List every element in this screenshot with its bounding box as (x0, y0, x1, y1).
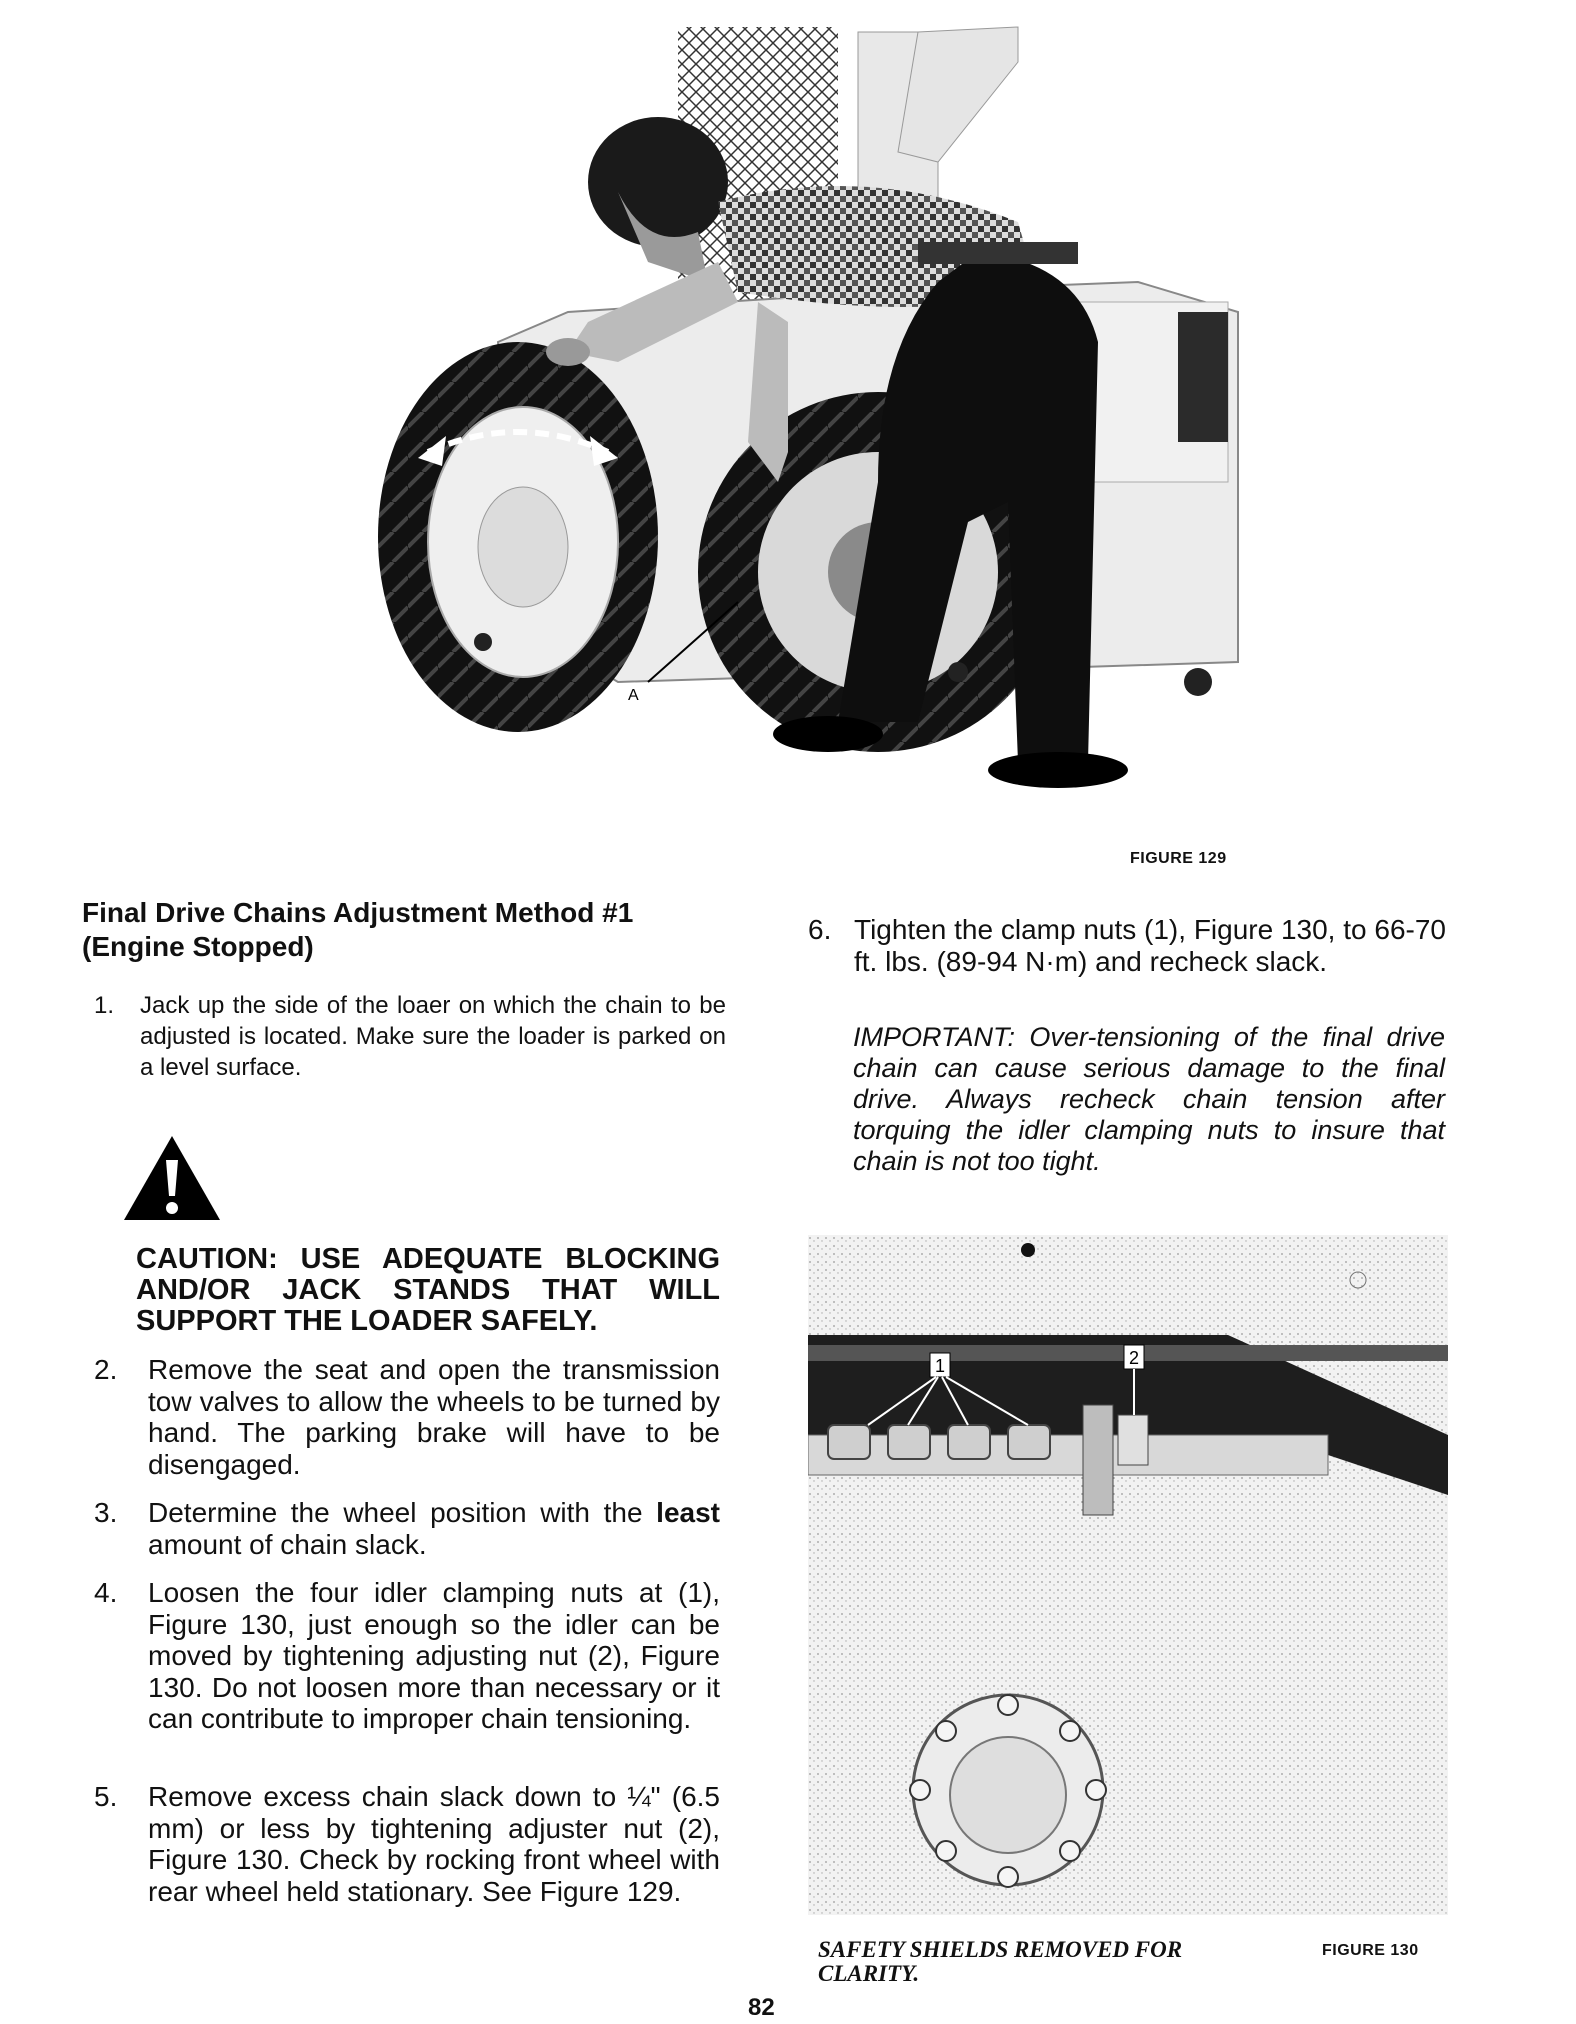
step-2-number: 2. (94, 1354, 118, 1385)
step-4 (94, 1577, 720, 1769)
page-number: 82 (748, 1994, 775, 2021)
step-3-text-before: Determine the wheel position with the (148, 1497, 657, 1528)
step-1-text: Jack up the side of the loaer on which the chain to be adjusted is located. Make sure the loader is parked on a level surface. (140, 992, 726, 1081)
figure-130-callout-2: 2 (1129, 1348, 1140, 1368)
step-1 (94, 990, 726, 1090)
step-1-number: 1. (94, 992, 115, 1019)
section-heading (82, 896, 732, 964)
figure-129-callout-a: A (628, 687, 639, 704)
step-5-number: 5. (94, 1781, 118, 1812)
step-6-text: Tighten the clamp nuts (1), Figure 130, to 66-70 ft. lbs. (89-94 N·m) and recheck slack. (854, 914, 1446, 977)
step-3-text-after: amount of chain slack. (148, 1528, 427, 1560)
important-note: IMPORTANT: Over-tensioning of the final drive chain can cause serious damage to the final drive. Always recheck chain tension after torquing the idler clamping nuts to insure that chain is not too tight. (853, 1022, 1445, 1176)
figure-130-callout-1: 1 (935, 1356, 946, 1376)
step-4-text: Loosen the four idler clamping nuts at (1), Figure 130, just enough so the idler can be moved by tightening adjusting nut (2), Figure 130. Do not loosen more than necessary or it can contribute to improper chain tensioning. (148, 1577, 720, 1734)
section-heading-line2: (Engine Stopped) (82, 931, 314, 962)
figure-130-label: FIGURE 130 (1322, 1942, 1419, 1959)
figure-130-caption: SAFETY SHIELDS REMOVED FOR CLARITY. (818, 1937, 1183, 1986)
step-3-text-bold: least (656, 1497, 720, 1528)
step-2-text: Remove the seat and open the transmission tow valves to allow the wheels to be turned by hand. The parking brake will have to be disengaged. (148, 1354, 720, 1480)
section-heading-line1: Final Drive Chains Adjustment Method #1 (82, 897, 634, 928)
caution-text: CAUTION: USE ADEQUATE BLOCKING AND/OR JACK STANDS THAT WILL SUPPORT THE LOADER SAFELY. (136, 1243, 720, 1337)
step-3-text (148, 1497, 720, 1560)
step-5-text: Remove excess chain slack down to ¼" (6.5 mm) or less by tightening adjuster nut (2), Figure 130. Check by rocking front wheel with rear wheel held stationary. See Figure 129. (148, 1781, 720, 1907)
step-6-number: 6. (808, 914, 832, 945)
figure-130-photo (808, 1235, 1448, 1915)
warning-triangle-icon (120, 1132, 224, 1224)
step-5 (94, 1781, 720, 1941)
step-4-number: 4. (94, 1577, 118, 1608)
step-2 (94, 1354, 720, 1482)
figure-129-label: FIGURE 129 (1130, 850, 1227, 867)
figure-129-photo (318, 22, 1248, 802)
step-3-number: 3. (94, 1497, 118, 1528)
step-3 (94, 1497, 720, 1561)
step-6 (808, 914, 1446, 1014)
